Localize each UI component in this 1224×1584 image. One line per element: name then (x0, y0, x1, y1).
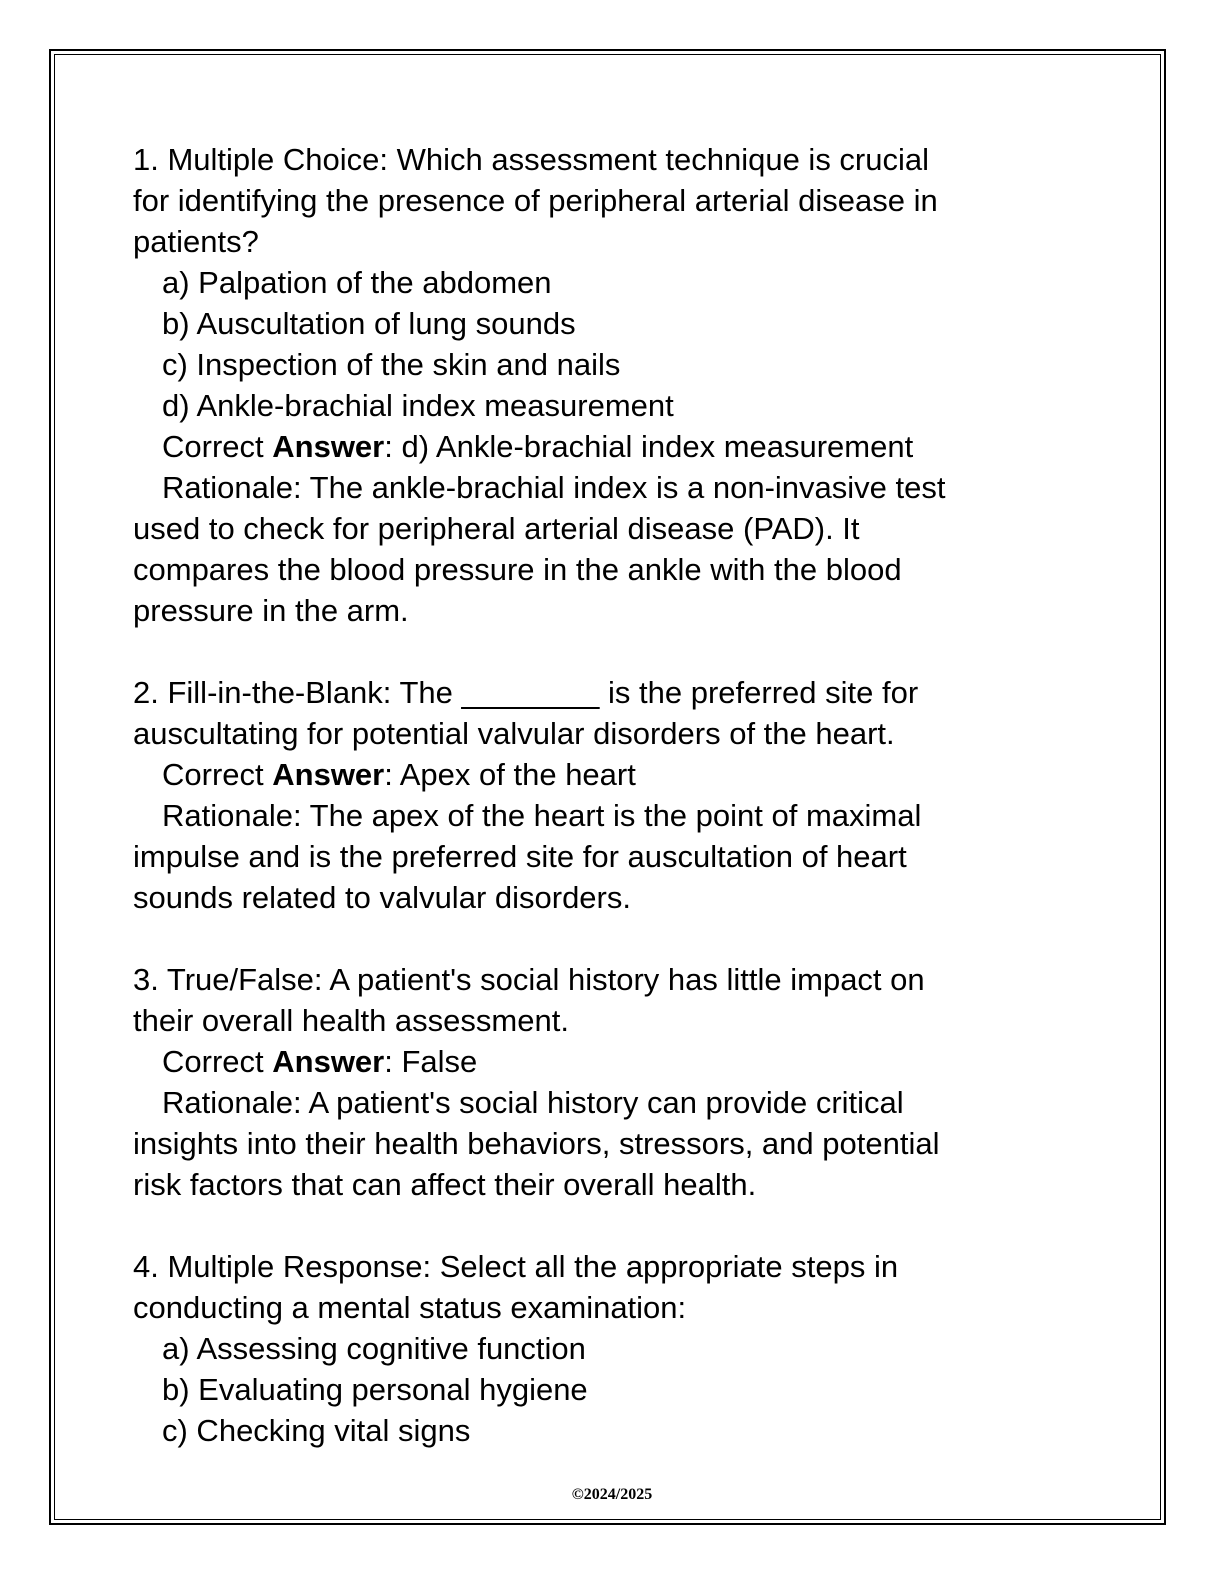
answer-prefix: Correct (162, 1044, 273, 1079)
question-prompt: 4. Multiple Response: Select all the appropriate steps in (133, 1249, 899, 1284)
question-2 (133, 672, 1133, 918)
question-prompt: 2. Fill-in-the-Blank: The ________ is the preferred site for (133, 675, 919, 710)
question-prompt: their overall health assessment. (133, 1003, 569, 1038)
correct-answer (133, 426, 1133, 467)
answer-value: : Apex of the heart (384, 757, 636, 792)
answer-label: Answer (272, 757, 385, 792)
question-1 (133, 139, 1133, 631)
option-b: b) Auscultation of lung sounds (162, 306, 576, 341)
answer-prefix: Correct (162, 757, 273, 792)
rationale: risk factors that can affect their overall health. (133, 1167, 757, 1202)
question-prompt: patients? (133, 224, 259, 259)
option-a: a) Assessing cognitive function (162, 1331, 586, 1366)
rationale: compares the blood pressure in the ankle with the blood (133, 552, 902, 587)
answer-prefix: Correct (162, 429, 273, 464)
rationale: Rationale: A patient's social history can provide critical (162, 1085, 904, 1120)
copyright-footer: ©2024/2025 (571, 1486, 653, 1503)
option-c: c) Checking vital signs (162, 1413, 471, 1448)
question-prompt: conducting a mental status examination: (133, 1290, 687, 1325)
answer-label: Answer (272, 429, 385, 464)
question-4 (133, 1246, 1133, 1451)
question-prompt: 3. True/False: A patient's social history has little impact on (133, 962, 925, 997)
rationale: used to check for peripheral arterial disease (PAD). It (133, 511, 860, 546)
question-prompt: for identifying the presence of peripheral arterial disease in (133, 183, 938, 218)
rationale: Rationale: The apex of the heart is the point of maximal (162, 798, 922, 833)
question-prompt: 1. Multiple Choice: Which assessment technique is crucial (133, 142, 930, 177)
rationale: sounds related to valvular disorders. (133, 880, 631, 915)
answer-value: : d) Ankle-brachial index measurement (384, 429, 914, 464)
option-d: d) Ankle-brachial index measurement (162, 388, 674, 423)
correct-answer (133, 754, 1133, 795)
option-b: b) Evaluating personal hygiene (162, 1372, 588, 1407)
question-prompt: auscultating for potential valvular disorders of the heart. (133, 716, 895, 751)
option-c: c) Inspection of the skin and nails (162, 347, 621, 382)
document-body (133, 139, 1133, 1451)
option-a: a) Palpation of the abdomen (162, 265, 552, 300)
rationale: impulse and is the preferred site for auscultation of heart (133, 839, 907, 874)
answer-label: Answer (272, 1044, 385, 1079)
rationale: insights into their health behaviors, stressors, and potential (133, 1126, 940, 1161)
rationale: pressure in the arm. (133, 593, 409, 628)
correct-answer (133, 1041, 1133, 1082)
rationale: Rationale: The ankle-brachial index is a non-invasive test (162, 470, 946, 505)
answer-value: : False (384, 1044, 478, 1079)
question-3 (133, 959, 1133, 1205)
